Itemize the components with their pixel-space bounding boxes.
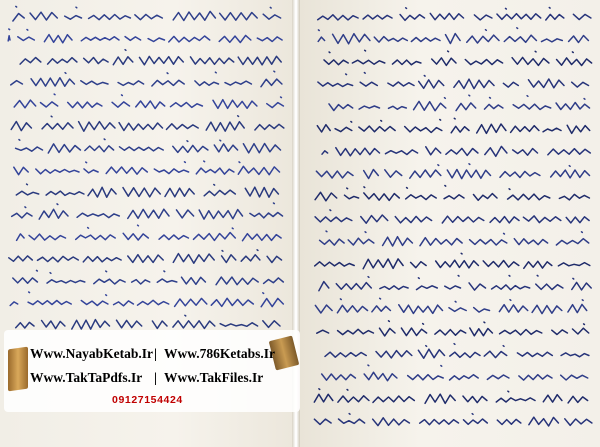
handwritten-line (329, 95, 590, 111)
handwritten-line (16, 139, 281, 153)
handwritten-line (9, 250, 282, 263)
handwritten-line (17, 225, 282, 241)
handwritten-line (10, 292, 283, 307)
handwritten-line (318, 8, 591, 21)
handwritten-line (317, 118, 589, 133)
watermark-separator: | (154, 370, 157, 385)
watermark-separator: | (154, 346, 157, 361)
handwritten-line (11, 116, 284, 131)
handwritten-line (316, 164, 589, 179)
handwritten-line (12, 203, 283, 219)
handwritten-line (314, 414, 592, 426)
handwritten-line (20, 50, 281, 65)
handwritten-line (320, 231, 589, 246)
handwritten-line (16, 184, 278, 197)
manuscript-right-page (300, 0, 600, 447)
handwritten-line (325, 344, 589, 359)
handwritten-line (16, 315, 280, 329)
handwritten-line (318, 73, 589, 89)
handwritten-line (314, 389, 587, 404)
watermark-site-3[interactable]: Www.TakTaPdfs.Ir (30, 370, 143, 385)
handwritten-line (315, 253, 590, 268)
handwritten-text-right (300, 0, 600, 447)
watermark-site-2[interactable]: Www.786Ketabs.Ir (164, 346, 275, 361)
handwritten-line (315, 298, 586, 313)
handwritten-line (322, 365, 588, 381)
handwritten-line (14, 94, 283, 108)
handwritten-line (13, 6, 281, 21)
handwritten-line (317, 321, 589, 336)
handwritten-line (14, 161, 280, 175)
handwritten-line (324, 50, 592, 65)
watermark-site-1[interactable]: Www.NayabKetab.Ir (30, 346, 154, 361)
watermark-banner (4, 330, 300, 412)
handwritten-line (315, 186, 589, 201)
handwritten-line (13, 270, 284, 284)
watermark-site-4[interactable]: Www.TakFiles.Ir (164, 370, 264, 385)
book-icon (8, 347, 28, 392)
handwritten-line (11, 71, 282, 87)
watermark-phone: 09127154424 (112, 394, 183, 406)
handwritten-line (322, 146, 590, 156)
handwritten-line (318, 28, 588, 44)
handwritten-line (319, 275, 591, 290)
handwritten-line (8, 29, 282, 43)
handwritten-line (315, 210, 589, 223)
